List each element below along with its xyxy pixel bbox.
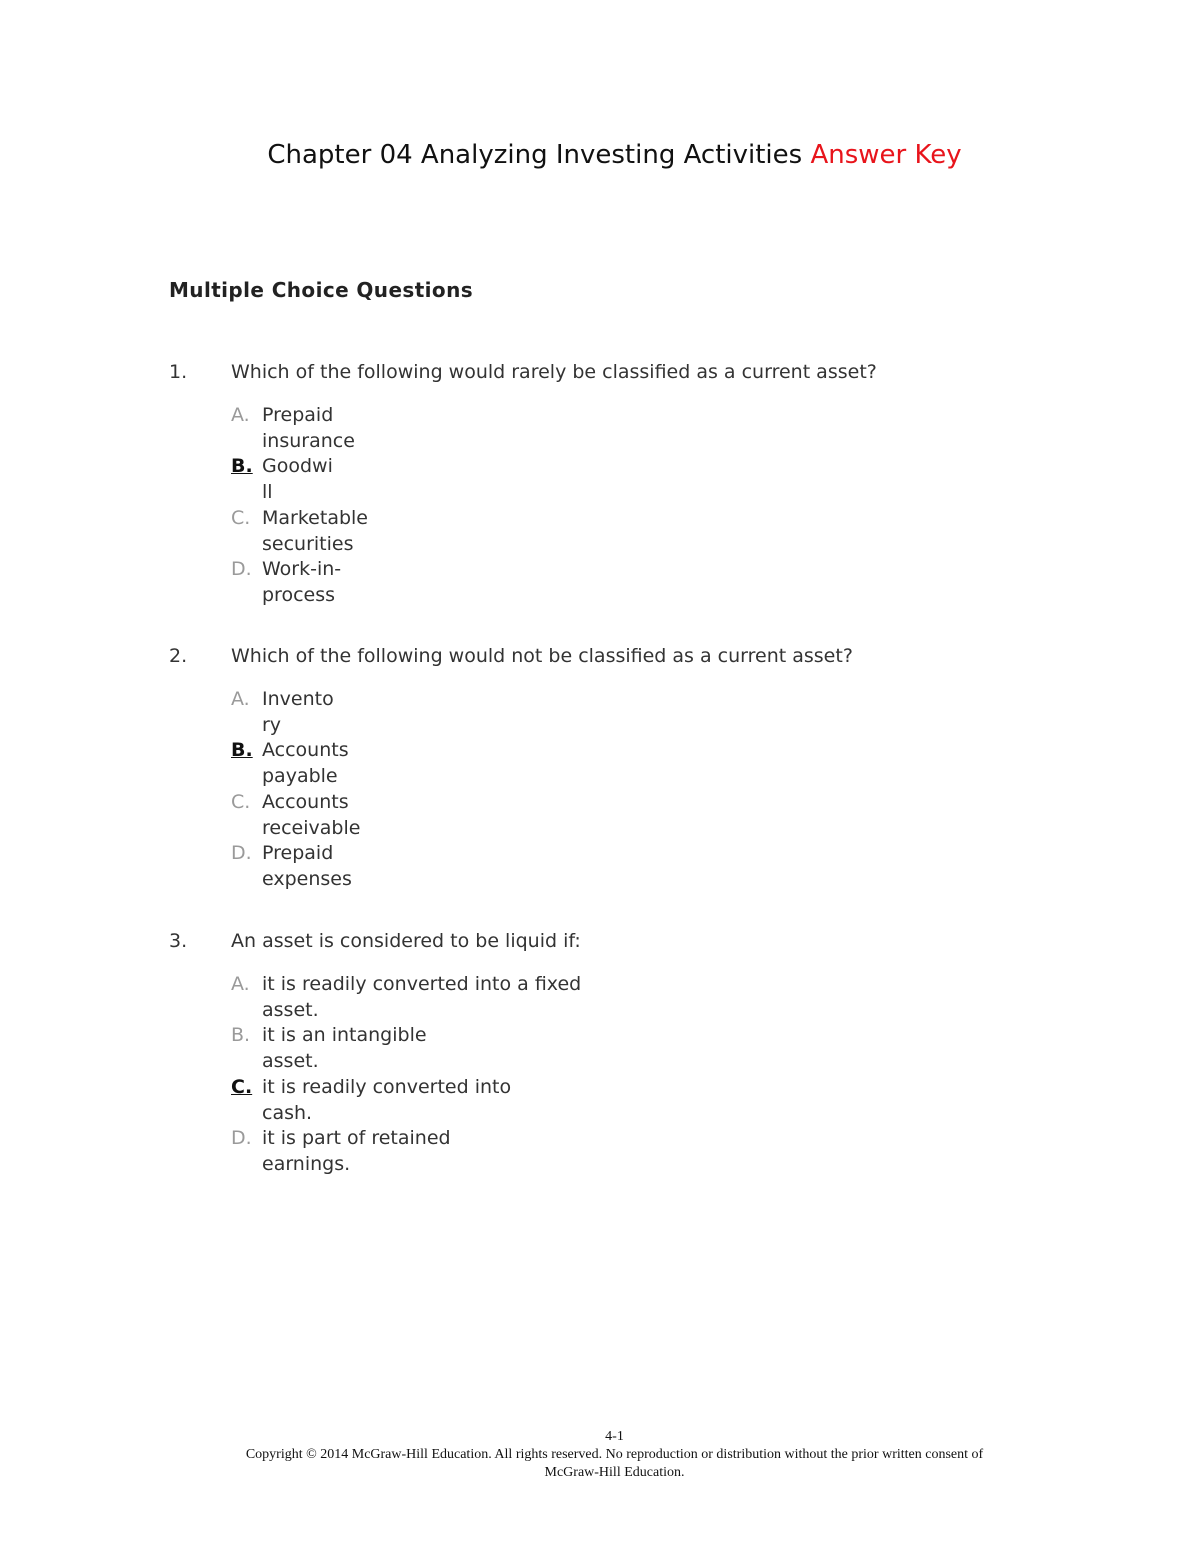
option-text-line: it is readily converted into bbox=[262, 1075, 512, 1098]
option-text-line: cash. bbox=[262, 1101, 313, 1124]
option-text-line: Prepaid bbox=[262, 404, 334, 426]
correct-answer-letter: C. bbox=[231, 1075, 253, 1098]
question-2 bbox=[169, 642, 1119, 890]
question-text: Which of the following would rarely be classified as a current asset? bbox=[231, 361, 877, 383]
correct-answer-letter: B. bbox=[231, 455, 253, 478]
option-letter: B. bbox=[231, 1024, 251, 1047]
option-a bbox=[231, 972, 581, 1023]
option-text-line: payable bbox=[262, 765, 338, 788]
option-text-line: insurance bbox=[262, 429, 355, 452]
question-text: An asset is considered to be liquid if: bbox=[231, 930, 581, 952]
option-text-line: process bbox=[262, 583, 336, 606]
option-text-line: Accounts bbox=[262, 739, 349, 762]
question-text: Which of the following would not be classified as a current asset? bbox=[231, 645, 853, 667]
option-b-correct bbox=[231, 454, 368, 505]
page-title bbox=[0, 140, 1200, 170]
option-d bbox=[231, 841, 360, 892]
question-3 bbox=[169, 927, 1119, 1175]
option-letter: D. bbox=[231, 1127, 252, 1150]
option-text-line: asset. bbox=[262, 998, 319, 1021]
option-d bbox=[231, 557, 368, 608]
option-c bbox=[231, 790, 360, 841]
option-b-correct bbox=[231, 738, 360, 789]
option-text-line: securities bbox=[262, 532, 354, 555]
option-text-line: ry bbox=[262, 713, 282, 736]
option-text-line: Invento bbox=[262, 688, 334, 710]
option-letter: D. bbox=[231, 558, 252, 581]
copyright-line: McGraw-Hill Education. bbox=[544, 1465, 685, 1480]
answer-options bbox=[231, 687, 360, 893]
page-title-text: Chapter 04 Analyzing Investing Activities bbox=[267, 140, 803, 170]
answer-options bbox=[231, 972, 581, 1178]
correct-answer-letter: B. bbox=[231, 739, 253, 762]
option-letter: A. bbox=[231, 404, 250, 426]
question-number: 2. bbox=[169, 645, 188, 667]
option-letter: D. bbox=[231, 842, 252, 865]
page-number: 4-1 bbox=[605, 1429, 624, 1444]
option-letter: A. bbox=[231, 973, 250, 995]
copyright-line: Copyright © 2014 McGraw-Hill Education. All rights reserved. No reproduction or distribution without the prior written consent of bbox=[245, 1447, 984, 1462]
question-number: 3. bbox=[169, 930, 188, 952]
question-number: 1. bbox=[169, 361, 188, 383]
option-text-line: Accounts bbox=[262, 790, 349, 813]
option-text-line: Prepaid bbox=[262, 842, 334, 865]
option-text-line: expenses bbox=[262, 867, 352, 890]
option-b bbox=[231, 1023, 581, 1074]
answer-options bbox=[231, 403, 368, 609]
option-text-line: it is part of retained bbox=[262, 1127, 451, 1150]
answer-key-label: Answer Key bbox=[810, 140, 962, 170]
option-letter: A. bbox=[231, 688, 250, 710]
page-footer bbox=[0, 1428, 1200, 1482]
option-text-line: ll bbox=[262, 481, 273, 504]
option-text-line: asset. bbox=[262, 1050, 319, 1073]
option-a bbox=[231, 687, 360, 738]
section-heading: Multiple Choice Questions bbox=[169, 278, 474, 302]
option-text-line: it is readily converted into a fixed bbox=[262, 973, 582, 995]
option-text-line: receivable bbox=[262, 816, 361, 839]
option-c bbox=[231, 506, 368, 557]
option-text-line: earnings. bbox=[262, 1152, 351, 1175]
option-text-line: Goodwi bbox=[262, 455, 333, 478]
question-1 bbox=[169, 358, 1119, 606]
option-a bbox=[231, 403, 368, 454]
option-c-correct bbox=[231, 1075, 581, 1126]
option-letter: C. bbox=[231, 506, 251, 529]
option-text-line: Marketable bbox=[262, 506, 368, 529]
option-letter: C. bbox=[231, 790, 251, 813]
option-text-line: it is an intangible bbox=[262, 1024, 427, 1047]
option-d bbox=[231, 1126, 581, 1177]
option-text-line: Work-in- bbox=[262, 558, 342, 581]
